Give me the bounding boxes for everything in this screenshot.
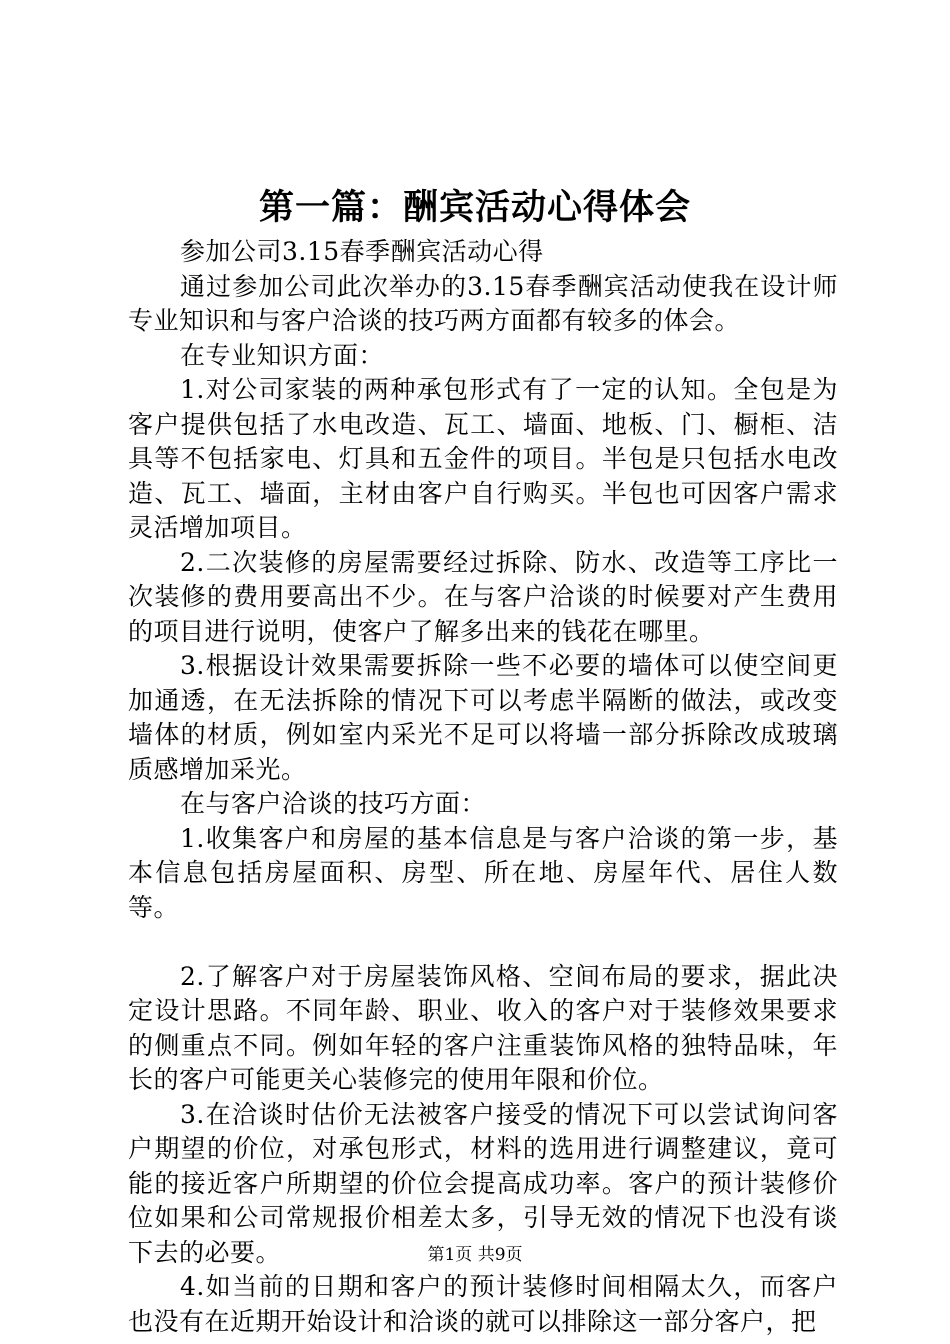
paragraph: 通过参加公司此次举办的3.15春季酬宾活动使我在设计师专业知识和与客户洽谈的技巧两方面都有较多的体会。 <box>128 271 838 335</box>
paragraph: 3.根据设计效果需要拆除一些不必要的墙体可以使空间更加通透，在无法拆除的情况下可以考虑半隔断的做法，或改变墙体的材质，例如室内采光不足可以将墙一部分拆除改成玻璃质感增加采光。 <box>128 651 838 784</box>
document-body <box>128 235 838 1339</box>
paragraph: 参加公司3.15春季酬宾活动心得 <box>180 237 544 266</box>
paragraph: 4.如当前的日期和客户的预计装修时间相隔太久，而客户也没有在近期开始设计和洽谈的就可以排除这一部分客户，把 <box>128 1272 838 1336</box>
paragraph: 1.收集客户和房屋的基本信息是与客户洽谈的第一步，基本信息包括房屋面积、房型、所在地、房屋年代、居住人数等。 <box>128 823 838 922</box>
paragraph: 2.二次装修的房屋需要经过拆除、防水、改造等工序比一次装修的费用要高出不少。在与客户洽谈的时候要对产生费用的项目进行说明，使客户了解多出来的钱花在哪里。 <box>128 547 838 646</box>
paragraph: 在专业知识方面： <box>180 340 385 370</box>
paragraph: 2.了解客户对于房屋装饰风格、空间布局的要求，据此决定设计思路。不同年龄、职业、收入的客户对于装修效果要求的侧重点不同。例如年轻的客户注重装饰风格的独特品味，年长的客户可能更关心装修完的使用年限和价位。 <box>128 961 838 1094</box>
paragraph: 1.对公司家装的两种承包形式有了一定的认知。全包是为客户提供包括了水电改造、瓦工、墙面、地板、门、橱柜、洁具等不包括家电、灯具和五金件的项目。半包是只包括水电改造、瓦工、墙面，主材由客户自行购买。半包也可因客户需求灵活增加项目。 <box>128 375 838 542</box>
document-title: 第一篇：酬宾活动心得体会 <box>258 188 691 228</box>
paragraph: 3.在洽谈时估价无法被客户接受的情况下可以尝试询问客户期望的价位，对承包形式，材料的选用进行调整建议，竟可能的接近客户所期望的价位会提高成功率。客户的预计装修价位如果和公司常规报价相差太多，引导无效的情况下也没有谈下去的必要。 <box>128 1099 838 1267</box>
paragraph: 在与客户洽谈的技巧方面： <box>180 789 487 818</box>
page-number-footer: 第1页 共9页 <box>427 1245 523 1265</box>
